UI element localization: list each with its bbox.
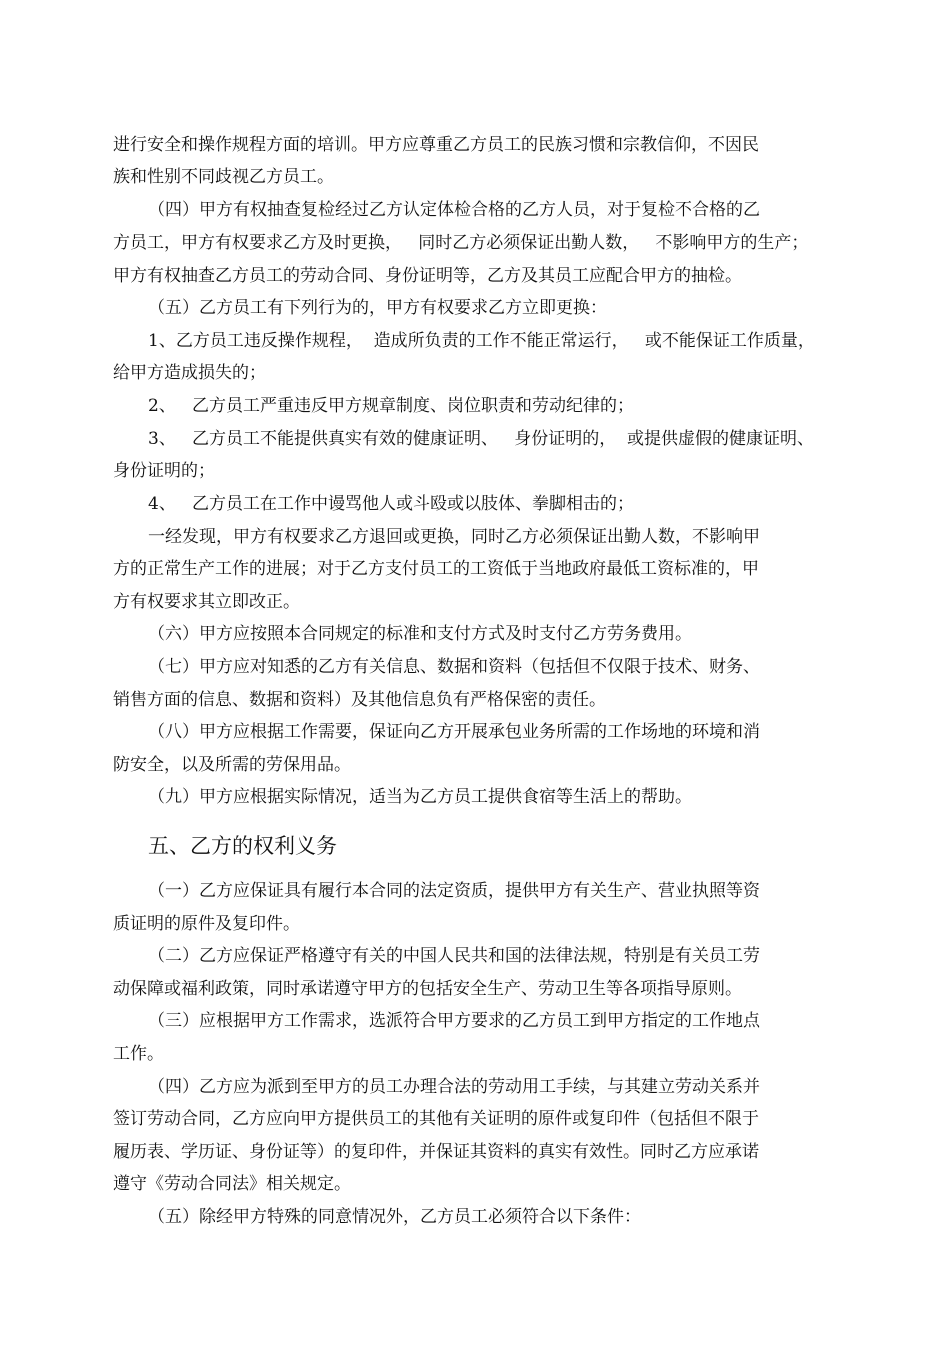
paragraph-line: 给甲方造成损失的； <box>113 363 266 383</box>
paragraph-line: 遵守《劳动合同法》相关规定。 <box>113 1174 351 1194</box>
paragraph-line: （七）甲方应对知悉的乙方有关信息、数据和资料（包括但不仅限于技术、财务、 <box>148 657 760 677</box>
paragraph-line: （九）甲方应根据实际情况，适当为乙方员工提供食宿等生活上的帮助。 <box>148 787 692 807</box>
paragraph-line: 动保障或福利政策，同时承诺遵守甲方的包括安全生产、劳动卫生等各项指导原则。 <box>113 979 742 999</box>
paragraph-line: （三）应根据甲方工作需求，选派符合甲方要求的乙方员工到甲方指定的工作地点 <box>148 1011 760 1031</box>
paragraph-line: 履历表、学历证、身份证等）的复印件，并保证其资料的真实有效性。同时乙方应承诺 <box>113 1142 759 1162</box>
paragraph-line: （二）乙方应保证严格遵守有关的中国人民共和国的法律法规，特别是有关员工劳 <box>148 946 760 966</box>
paragraph-line: （八）甲方应根据工作需要，保证向乙方开展承包业务所需的工作场地的环境和消 <box>148 722 760 742</box>
paragraph-line: 4、 乙方员工在工作中谩骂他人或斗殴或以肢体、拳脚相击的； <box>148 494 635 514</box>
paragraph-line: 进行安全和操作规程方面的培训。甲方应尊重乙方员工的民族习惯和宗教信仰，不因民 <box>113 135 759 155</box>
paragraph-line: 一经发现，甲方有权要求乙方退回或更换，同时乙方必须保证出勤人数，不影响甲 <box>148 527 760 547</box>
paragraph-line: （六）甲方应按照本合同规定的标准和支付方式及时支付乙方劳务费用。 <box>148 624 692 644</box>
paragraph-line: 甲方有权抽查乙方员工的劳动合同、身份证明等，乙方及其员工应配合甲方的抽检。 <box>113 266 742 286</box>
paragraph-line: 族和性别不同歧视乙方员工。 <box>113 167 334 187</box>
paragraph-line: 2、 乙方员工严重违反甲方规章制度、岗位职责和劳动纪律的； <box>148 396 635 416</box>
paragraph-line: （五）除经甲方特殊的同意情况外，乙方员工必须符合以下条件： <box>148 1207 641 1227</box>
paragraph-line: 方的正常生产工作的进展；对于乙方支付员工的工资低于当地政府最低工资标准的，甲 <box>113 559 759 579</box>
paragraph-line: 防安全，以及所需的劳保用品。 <box>113 755 351 775</box>
paragraph-line: 3、 乙方员工不能提供真实有效的健康证明、 身份证明的， 或提供虚假的健康证明、 <box>148 429 815 449</box>
section-heading: 五、乙方的权利义务 <box>148 834 337 858</box>
paragraph-line: 身份证明的； <box>113 461 215 481</box>
paragraph-line: 方有权要求其立即改正。 <box>113 592 300 612</box>
paragraph-line: 销售方面的信息、数据和资料）及其他信息负有严格保密的责任。 <box>113 690 606 710</box>
paragraph-line: （一）乙方应保证具有履行本合同的法定资质，提供甲方有关生产、营业执照等资 <box>148 881 760 901</box>
paragraph-line: 方员工，甲方有权要求乙方及时更换， 同时乙方必须保证出勤人数， 不影响甲方的生产； <box>113 233 809 253</box>
paragraph-line: 1、乙方员工违反操作规程， 造成所负责的工作不能正常运行， 或不能保证工作质量， <box>148 331 815 351</box>
paragraph-line: （四）乙方应为派到至甲方的员工办理合法的劳动用工手续，与其建立劳动关系并 <box>148 1077 760 1097</box>
paragraph-line: 工作。 <box>113 1044 164 1064</box>
paragraph-line: 签订劳动合同，乙方应向甲方提供员工的其他有关证明的原件或复印件（包括但不限于 <box>113 1109 759 1129</box>
paragraph-line: （五）乙方员工有下列行为的，甲方有权要求乙方立即更换： <box>148 298 607 318</box>
paragraph-line: （四）甲方有权抽查复检经过乙方认定体检合格的乙方人员，对于复检不合格的乙 <box>148 200 760 220</box>
paragraph-line: 质证明的原件及复印件。 <box>113 914 300 934</box>
